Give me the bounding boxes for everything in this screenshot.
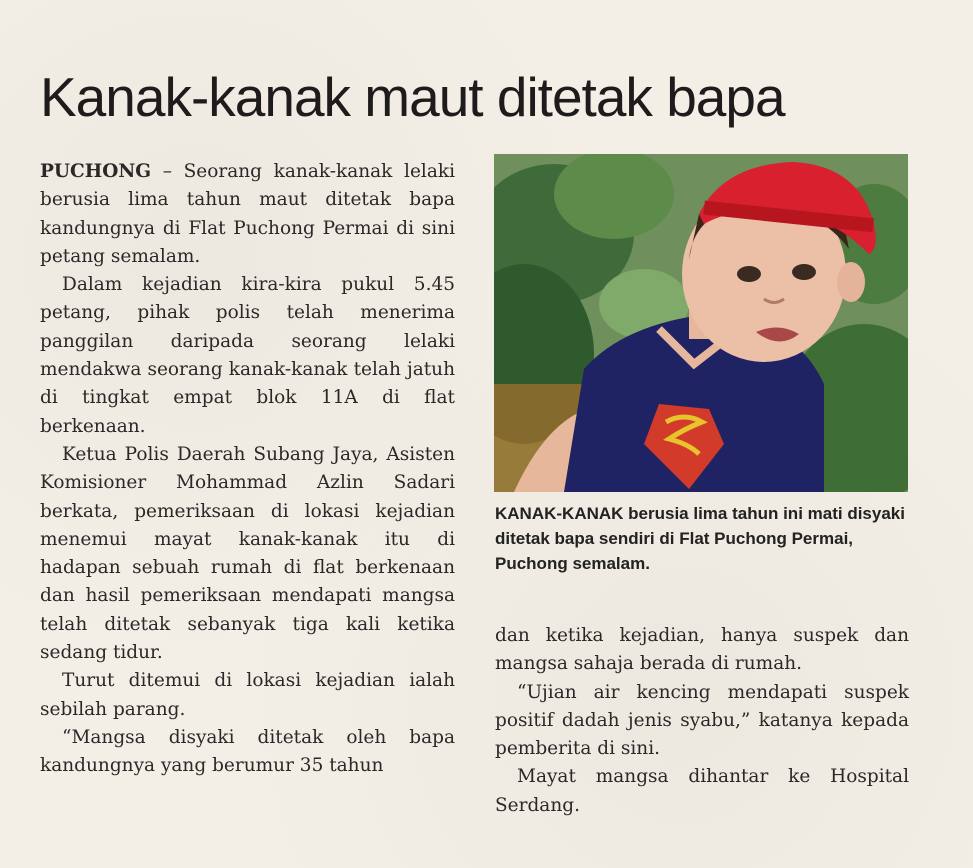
paragraph (40, 158, 455, 271)
paragraph: Ketua Polis Daerah Subang Jaya, Asisten Komisioner Mohammad Azlin Sadari berkata, pemeriksaan di lokasi kejadian menemui mayat kanak-kanak itu di hadapan sebuah rumah di flat berkenaan dan hasil pemeriksaan mendapati mangsa telah ditetak sebanyak tiga kali ketika sedang tidur. (40, 443, 455, 664)
article-column-right (495, 622, 909, 820)
paragraph: dan ketika kejadian, hanya suspek dan mangsa sahaja berada di rumah. (495, 625, 909, 675)
paragraph: Mayat mangsa dihantar ke Hospital Serdang. (495, 766, 909, 816)
dateline: PUCHONG (40, 161, 152, 182)
paragraph: Dalam kejadian kira-kira pukul 5.45 petang, pihak polis telah menerima panggilan daripada seorang lelaki mendakwa seorang kanak-kanak telah jatuh di tingkat empat blok 11A di flat berkenaan. (40, 274, 455, 437)
headline: Kanak-kanak maut ditetak bapa (40, 66, 785, 128)
paragraph-text: – Seorang kanak-kanak lelaki berusia lima tahun maut ditetak bapa kandungnya di Flat Puchong Permai di sini petang semalam. (40, 161, 455, 267)
child-photo-illustration (494, 154, 908, 492)
photo-caption (495, 501, 910, 576)
caption-text: berusia lima tahun ini mati disyaki ditetak bapa sendiri di Flat Puchong Permai, Puchong semalam. (495, 504, 905, 573)
article-column-left (40, 158, 455, 781)
paragraph: “Mangsa disyaki ditetak oleh bapa kandungnya yang berumur 35 tahun (40, 726, 455, 777)
paragraph: “Ujian air kencing mendapati suspek positif dadah jenis syabu,” katanya kepada pemberita di sini. (495, 681, 909, 760)
caption-lead: KANAK-KANAK (495, 504, 624, 523)
paragraph: Turut ditemui di lokasi kejadian ialah sebilah parang. (40, 670, 455, 720)
news-photo (494, 154, 908, 492)
